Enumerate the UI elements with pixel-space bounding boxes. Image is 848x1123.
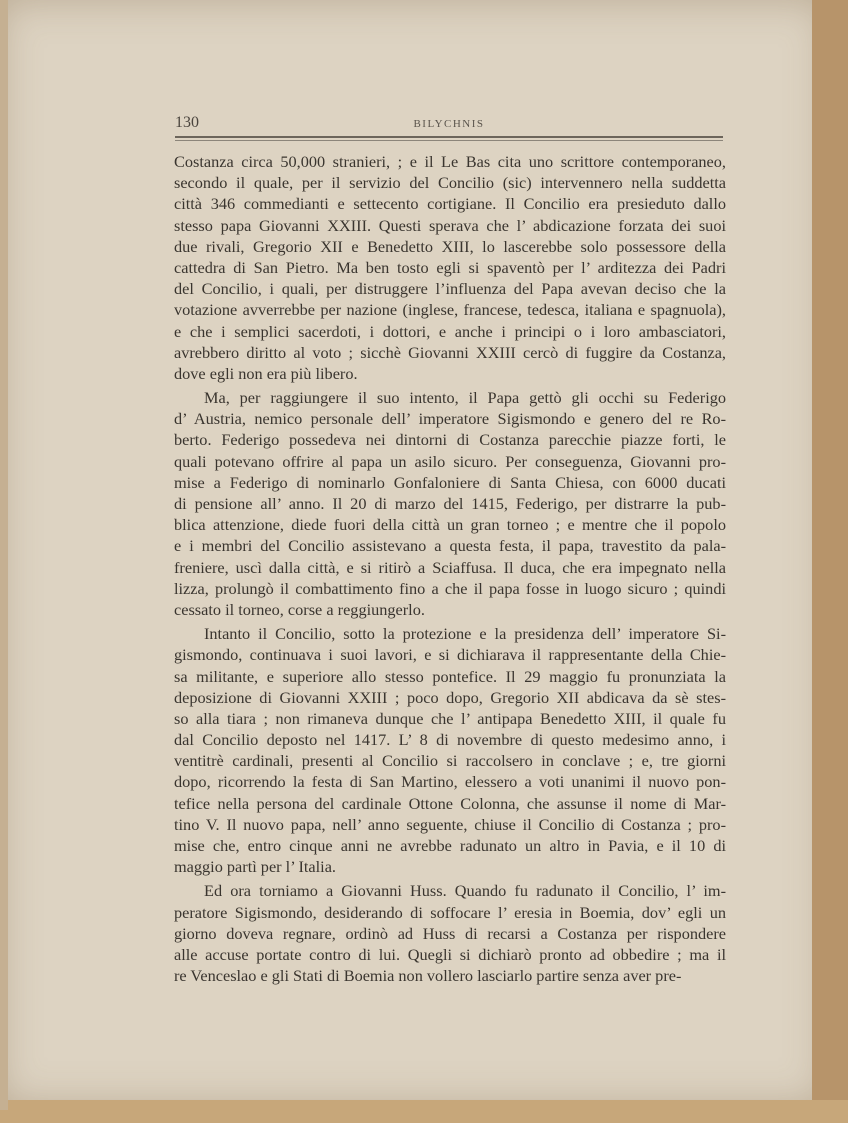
paragraph (174, 151, 726, 384)
text-line: dove egli non era più libero. (174, 363, 358, 383)
text-line: mise che, entro cinque anni ne avrebbe radunato un altro in Pavia, e il 10 di (174, 836, 726, 855)
text-line: stesso papa Giovanni XXIII. Questi sperava che l’ abdicazione forzata dei suoi (174, 215, 726, 235)
page-edge-bottom (0, 1100, 848, 1123)
page-number: 130 (175, 114, 199, 131)
text-line: re Venceslao e gli Stati di Boemia non vollero lasciarlo partire senza aver pre- (174, 966, 682, 986)
text-line: avrebbero diritto al voto ; sicchè Giovanni XXIII cercò di fuggire da Costanza, (174, 342, 726, 362)
text-line: cessato il torneo, corse a reggiungerlo. (174, 599, 425, 619)
text-line: Ma, per raggiungere il suo intento, il Papa gettò gli occhi su Federigo (204, 388, 726, 408)
text-line: berto. Federigo possedeva nei dintorni di Costanza parecchie piazze forti, le (174, 430, 726, 450)
text-line: votazione avverrebbe per nazione (inglese, francese, tedesca, italiana e spagnuola), (174, 300, 726, 320)
text-line: lizza, prolungò il combattimento fino a che il papa fosse in luogo sicuro ; quindi (174, 578, 726, 598)
text-line: due rivali, Gregorio XII e Benedetto XIII, lo lascerebbe solo possessore della (174, 236, 726, 256)
text-line: del Concilio, i quali, per distruggere l’influenza del Papa avevan deciso che la (174, 279, 726, 299)
text-line: peratore Sigismondo, desiderando di soffocare l’ eresia in Boemia, dov’ egli un (174, 902, 726, 922)
text-line: Intanto il Concilio, sotto la protezione e la presidenza dell’ imperatore Si- (204, 624, 726, 644)
text-line: tino V. Il nuovo papa, nell’ anno seguente, chiuse il Concilio di Costanza ; pro- (174, 814, 726, 834)
body-text (174, 151, 726, 989)
paragraph (174, 880, 726, 986)
text-line: freniere, uscì dalla città, e si ritirò a Sciaffusa. Il duca, che era impegnato nella (174, 557, 726, 577)
text-line: e i membri del Concilio assistevano a questa festa, il papa, travestito da pala- (174, 536, 726, 556)
page-edge-left (0, 0, 8, 1110)
text-line: cattedra di San Pietro. Ma ben tosto egli si spaventò per l’ arditezza dei Padri (174, 257, 726, 277)
page-header (175, 112, 723, 138)
text-line: blica attenzione, diede fuori della città un gran torneo ; e mentre che il popolo (174, 515, 726, 535)
text-line: maggio partì per l’ Italia. (174, 857, 336, 877)
text-line: città 346 commedianti e settecento cortigiane. Il Concilio era presieduto dallo (174, 194, 726, 214)
text-line: so alla tiara ; non rimaneva dunque che l’ antipapa Benedetto XIII, il quale fu (174, 708, 726, 728)
header-rule-thin (175, 140, 723, 141)
paragraph (174, 623, 726, 877)
text-line: deposizione di Giovanni XXIII ; poco dopo, Gregorio XII abdicava da sè stes- (174, 687, 726, 707)
text-line: dopo, ricorrendo la festa di San Martino, elessero a voti unanimi il nuovo pon- (174, 772, 726, 792)
page-edge-right (812, 0, 848, 1123)
text-line: tefice nella persona del cardinale Ottone Colonna, che assunse il nome di Mar- (174, 793, 726, 813)
text-line: gismondo, continuava i suoi lavori, e si dichiarava il rappresentante della Chie- (174, 645, 726, 665)
text-line: e che i semplici sacerdoti, i dottori, e anche i principi o i loro ambasciatori, (174, 321, 726, 341)
text-line: ventitrè cardinali, presenti al Concilio si raccolsero in conclave ; e, tre giorni (174, 751, 726, 771)
text-line: mise a Federigo di nominarlo Gonfaloniere di Santa Chiesa, con 6000 ducati (174, 472, 726, 492)
text-line: secondo il quale, per il servizio del Concilio (sic) intervennero nella suddetta (174, 173, 726, 193)
text-line: sa militante, e superiore allo stesso pontefice. Il 29 maggio fu pronunziata la (174, 666, 726, 686)
header-rule (175, 136, 723, 138)
text-line: alle accuse portate contro di lui. Quegli si dichiarò pronto ad obbedire ; ma il (174, 944, 726, 964)
text-line: d’ Austria, nemico personale dell’ imperatore Sigismondo e genero del re Ro- (174, 409, 726, 429)
text-line: dal Concilio deposto nel 1417. L’ 8 di novembre di questo medesimo anno, i (174, 730, 726, 750)
text-line: di pensione all’ anno. Il 20 di marzo del 1415, Federigo, per distrarre la pub- (174, 494, 726, 513)
text-line: Costanza circa 50,000 stranieri, ; e il Le Bas cita uno scrittore contemporaneo, (174, 152, 726, 171)
paragraph (174, 387, 726, 620)
text-line: giorno doveva regnare, ordinò ad Huss di recarsi a Costanza per rispondere (174, 923, 726, 943)
running-title: BILYCHNIS (413, 118, 485, 130)
text-line: Ed ora torniamo a Giovanni Huss. Quando fu radunato il Concilio, l’ im- (204, 881, 726, 901)
text-line: quali potevano offrire al papa un asilo sicuro. Per conseguenza, Giovanni pro- (174, 451, 726, 471)
